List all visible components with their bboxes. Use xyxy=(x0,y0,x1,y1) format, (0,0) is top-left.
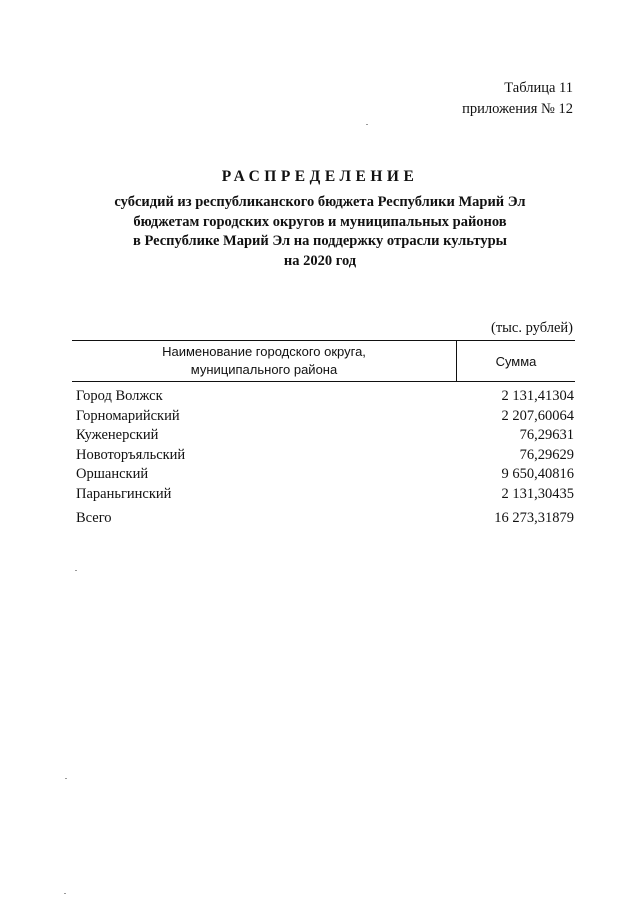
subtitle-line: в Республике Марий Эл на поддержку отрасли культуры xyxy=(133,233,507,249)
table-reference xyxy=(462,78,573,120)
table-row xyxy=(76,465,574,485)
row-amount: 2 131,30435 xyxy=(501,485,574,502)
table-body xyxy=(76,387,574,505)
header-sum-column: Сумма xyxy=(495,353,537,369)
subtitle-line: на 2020 год xyxy=(283,252,357,269)
row-name: Параньгинский xyxy=(76,485,172,502)
scan-speck xyxy=(366,124,368,125)
units-label: (тыс. рублей) xyxy=(491,320,573,336)
table-row xyxy=(76,446,574,466)
scan-speck xyxy=(64,893,66,894)
table-row xyxy=(76,387,574,407)
scan-speck xyxy=(65,778,67,779)
row-amount: 76,29631 xyxy=(519,427,574,444)
row-amount: 2 207,60064 xyxy=(501,407,574,424)
scan-speck xyxy=(75,570,77,571)
row-amount: 9 650,40816 xyxy=(501,466,574,483)
document-subtitle xyxy=(60,193,580,271)
header-name-line: Наименование городского округа, xyxy=(162,344,366,359)
row-name: Оршанский xyxy=(76,466,149,483)
table-number: Таблица 11 xyxy=(504,80,573,96)
subtitle-line: субсидий из республиканского бюджета Республики Марий Эл xyxy=(114,194,526,210)
appendix-number: приложения № 12 xyxy=(462,101,573,117)
row-name: Горномарийский xyxy=(76,407,180,424)
table-row xyxy=(76,485,574,505)
row-name: Город Волжск xyxy=(76,388,163,404)
table-header xyxy=(72,340,575,382)
table-row xyxy=(76,426,574,446)
total-label: Всего xyxy=(76,510,112,526)
subtitle-line: бюджетам городских округов и муниципальных районов xyxy=(133,213,507,230)
row-amount: 76,29629 xyxy=(519,446,574,463)
table-row xyxy=(76,407,574,427)
row-name: Новоторъяльский xyxy=(76,446,186,463)
document-title: РАСПРЕДЕЛЕНИЕ xyxy=(221,168,419,185)
row-name: Куженерский xyxy=(76,427,159,444)
total-amount: 16 273,31879 xyxy=(494,510,574,526)
row-amount: 2 131,41304 xyxy=(501,388,574,404)
header-name-column xyxy=(72,341,457,381)
document-heading xyxy=(60,168,580,271)
header-name-line: муниципального района xyxy=(190,362,338,377)
total-row xyxy=(76,510,574,527)
